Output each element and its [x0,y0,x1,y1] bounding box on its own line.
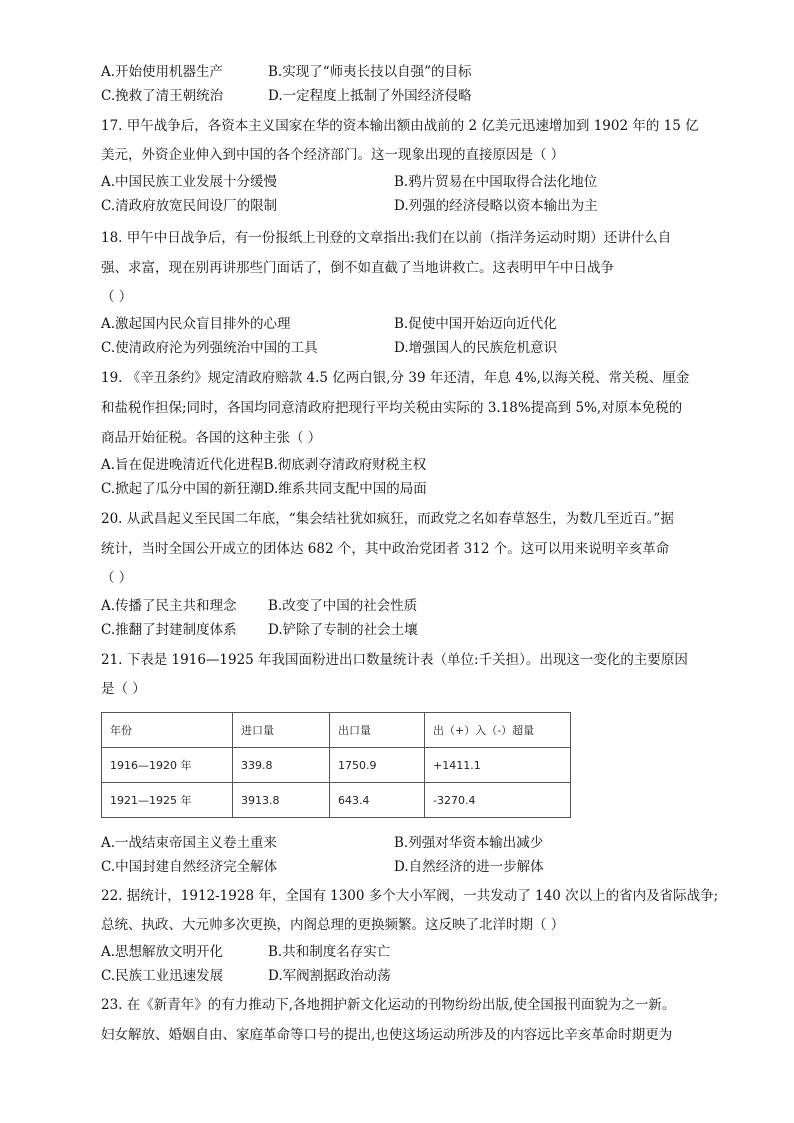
table-cell: 1750.9 [330,748,425,783]
q21-stem-line1: 21. 下表是 1916—1925 年我国面粉进出口数量统计表（单位:千关担）。出现这一变化的主要原因 [101,652,688,668]
flour-trade-table [101,712,571,818]
table-cell: 643.4 [330,783,425,818]
q18-stem-line1: 18. 甲午中日战争后，有一份报纸上刊登的文章指出:我们在以前（指洋务运动时期）还讲什么自 [101,230,672,246]
q19-options-line2: C.掀起了瓜分中国的新狂潮D.维系共同支配中国的局面 [101,481,427,497]
q21-stem-line2: 是（ ） [101,681,146,697]
q21-option-a: A.一战结束帝国主义卷土重来 [101,835,278,851]
q19-options-line1: A.旨在促进晚清近代化进程B.彻底剥夺清政府财税主权 [101,457,427,473]
table-cell: 1916—1920 年 [102,748,233,783]
table-header-row [102,713,571,748]
q18-option-a: A.激起国内民众盲目排外的心理 [101,316,291,332]
table-header-cell: 年份 [102,713,233,748]
q19-stem-line1: 19. 《辛丑条约》规定清政府赔款 4.5 亿两白银,分 39 年还清，年息 4%,以海关税、常关税、厘金 [101,370,690,386]
q18-stem-line2: 强、求富，现在别再讲那些门面话了，倒不如直截了当地讲救亡。这表明甲午中日战争 [101,260,614,276]
q21-option-c: C.中国封建自然经济完全解体 [101,859,278,875]
q22-option-b: B.共和制度名存实亡 [268,944,391,960]
q17-option-a: A.中国民族工业发展十分缓慢 [101,174,278,190]
q17-option-c: C.清政府放宽民间设厂的限制 [101,198,278,214]
q19-stem-line3: 商品开始征税。各国的这种主张（ ） [101,430,322,446]
table-cell: 339.8 [233,748,330,783]
q21-option-b: B.列强对华资本输出减少 [394,835,544,851]
q22-stem-line1: 22. 据统计，1912-1928 年，全国有 1300 多个大小军阀，一共发动了 140 次以上的省内及省际战争; [101,888,719,904]
q22-option-c: C.民族工业迅速发展 [101,968,224,984]
table-cell: 1921—1925 年 [102,783,233,818]
q18-option-c: C.使清政府沦为列强统治中国的工具 [101,340,318,356]
q16-option-d: D.一定程度上抵制了外国经济侵略 [268,88,472,104]
q23-stem-line1: 23. 在《新青年》的有力推动下,各地拥护新文化运动的刊物纷纷出版,使全国报刊面貌为之一新。 [101,997,676,1013]
q20-stem-line1: 20. 从武昌起义至民国二年底，“集会结社犹如疯狂，而政党之名如春草怒生，为数几至近百。”据 [101,511,674,527]
q20-option-b: B.改变了中国的社会性质 [268,598,418,614]
q20-option-a: A.传播了民主共和理念 [101,598,237,614]
q20-option-d: D.铲除了专制的社会土壤 [268,622,418,638]
table-cell: 3913.8 [233,783,330,818]
q22-stem-line2: 总统、执政、大元帅多次更换，内阁总理的更换频繁。这反映了北洋时期（ ） [101,917,565,933]
q20-stem-line3: （ ） [101,570,133,586]
table-header-cell: 出（+）入（-）超量 [425,713,571,748]
q16-option-c: C.挽救了清王朝统治 [101,88,224,104]
table-cell: +1411.1 [425,748,571,783]
q16-option-a: A.开始使用机器生产 [101,64,224,80]
q19-stem-line2: 和盐税作担保;同时，各国均同意清政府把现行平均关税由实际的 3.18%提高到 5%,对原本免税的 [101,400,683,416]
q16-option-b: B.实现了“师夷长技以自强”的目标 [268,64,472,80]
q17-stem-line2: 美元，外资企业伸入到中国的各个经济部门。这一现象出现的直接原因是（ ） [101,147,565,163]
q21-option-d: D.自然经济的进一步解体 [394,859,544,875]
q23-stem-line2: 妇女解放、婚姻自由、家庭革命等口号的提出,也使这场运动所涉及的内容远比辛亥革命时期更为 [101,1027,673,1043]
q20-stem-line2: 统计，当时全国公开成立的团体达 682 个，其中政治党团者 312 个。这可以用来说明辛亥革命 [101,541,670,557]
table-row [102,783,571,818]
q22-option-d: D.军阀割据政治动荡 [268,968,391,984]
table-header-cell: 出口量 [330,713,425,748]
table-header-cell: 进口量 [233,713,330,748]
q18-option-d: D.增强国人的民族危机意识 [394,340,558,356]
q17-option-b: B.鸦片贸易在中国取得合法化地位 [394,174,598,190]
q17-stem-line1: 17. 甲午战争后，各资本主义国家在华的资本输出额由战前的 2 亿美元迅速增加到 1902 年的 15 亿 [101,118,699,134]
q18-option-b: B.促使中国开始迈向近代化 [394,316,557,332]
table-row [102,748,571,783]
q22-option-a: A.思想解放文明开化 [101,944,224,960]
q20-option-c: C.推翻了封建制度体系 [101,622,237,638]
table-cell: -3270.4 [425,783,571,818]
q18-stem-line3: （ ） [101,289,133,305]
q17-option-d: D.列强的经济侵略以资本输出为主 [394,198,598,214]
